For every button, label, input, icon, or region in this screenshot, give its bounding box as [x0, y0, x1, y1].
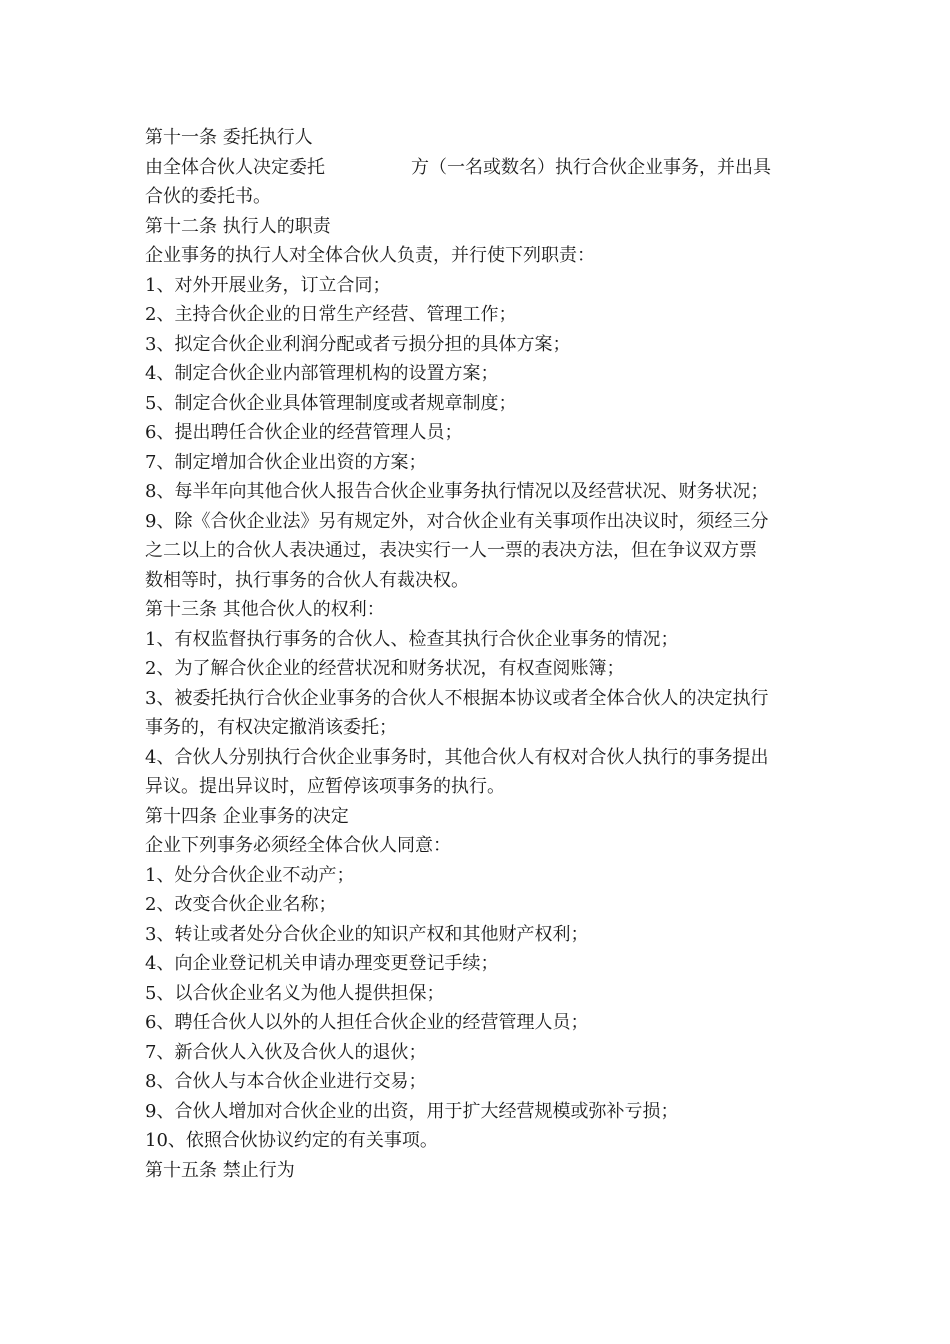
article-13-item-4-line: 4、合伙人分别执行合伙企业事务时，其他合伙人有权对合伙人执行的事务提出: [145, 746, 769, 768]
article-12-item: 5、制定合伙企业具体管理制度或者规章制度；: [145, 392, 517, 414]
article-12-item-9-line: 之二以上的合伙人表决通过，表决实行一人一票的表决方法，但在争议双方票: [145, 540, 757, 561]
article-14-item: 3、转让或者处分合伙企业的知识产权和其他财产权利；: [145, 923, 589, 945]
article-14-item: 9、合伙人增加对合伙企业的出资，用于扩大经营规模或弥补亏损；: [145, 1100, 679, 1122]
article-14-item: 8、合伙人与本合伙企业进行交易；: [145, 1071, 427, 1092]
article-14-item: 6、聘任合伙人以外的人担任合伙企业的经营管理人员；: [145, 1012, 589, 1033]
article-14-item: 4、向企业登记机关申请办理变更登记手续；: [145, 953, 499, 974]
article-12-item-9-line: 9、除《合伙企业法》另有规定外，对合伙企业有关事项作出决议时，须经三分: [145, 510, 769, 532]
article-12-item: 1、对外开展业务，订立合同；: [145, 274, 391, 296]
article-12-heading: 第十二条 执行人的职责: [145, 215, 331, 237]
article-14-item: 1、处分合伙企业不动产；: [145, 864, 355, 886]
article-14-item: 5、以合伙企业名义为他人提供担保；: [145, 982, 445, 1004]
article-14-item: 10、依照合伙协议约定的有关事项。: [145, 1130, 438, 1151]
article-13-item-3-line: 3、被委托执行合伙企业事务的合伙人不根据本协议或者全体合伙人的决定执行: [145, 687, 769, 709]
article-14-item: 2、改变合伙企业名称；: [145, 894, 337, 915]
article-11-text-line-1: [145, 153, 810, 183]
document-body: [145, 123, 810, 1185]
article-14-intro: 企业下列事务必须经全体合伙人同意：: [145, 835, 451, 856]
article-12-item: 7、制定增加合伙企业出资的方案；: [145, 451, 427, 473]
article-13-heading: 第十三条 其他合伙人的权利：: [145, 599, 385, 620]
article-14-item: 7、新合伙人入伙及合伙人的退伙；: [145, 1041, 427, 1063]
article-13-item-4-line: 异议。提出异议时，应暂停该项事务的执行。: [145, 776, 505, 797]
article-13-item-3-line: 事务的，有权决定撤消该委托；: [145, 717, 397, 738]
article-12-item-9-line: 数相等时，执行事务的合伙人有裁决权。: [145, 569, 469, 591]
article-13-item-2: 2、为了解合伙企业的经营状况和财务状况，有权查阅账簿；: [145, 658, 625, 679]
article-11-text-after-blank: 方（一名或数名）执行合伙企业事务，并出具: [411, 156, 771, 178]
article-12-item: 4、制定合伙企业内部管理机构的设置方案；: [145, 363, 499, 384]
article-12-item: 6、提出聘任合伙企业的经营管理人员；: [145, 422, 463, 443]
article-11-heading: 第十一条 委托执行人: [145, 127, 313, 148]
article-14-heading: 第十四条 企业事务的决定: [145, 805, 349, 827]
article-11-text-line-2: 合伙的委托书。: [145, 186, 271, 207]
article-13-item-1: 1、有权监督执行事务的合伙人、检查其执行合伙企业事务的情况；: [145, 628, 679, 650]
article-12-item: 8、每半年向其他合伙人报告合伙企业事务执行情况以及经营状况、财务状况；: [145, 481, 769, 502]
article-12-item: 3、拟定合伙企业利润分配或者亏损分担的具体方案；: [145, 333, 571, 355]
article-12-item: 2、主持合伙企业的日常生产经营、管理工作；: [145, 304, 517, 325]
article-12-intro: 企业事务的执行人对全体合伙人负责，并行使下列职责：: [145, 245, 595, 266]
article-11-text-before-blank: 由全体合伙人决定委托: [145, 156, 325, 178]
article-15-heading: 第十五条 禁止行为: [145, 1159, 295, 1181]
